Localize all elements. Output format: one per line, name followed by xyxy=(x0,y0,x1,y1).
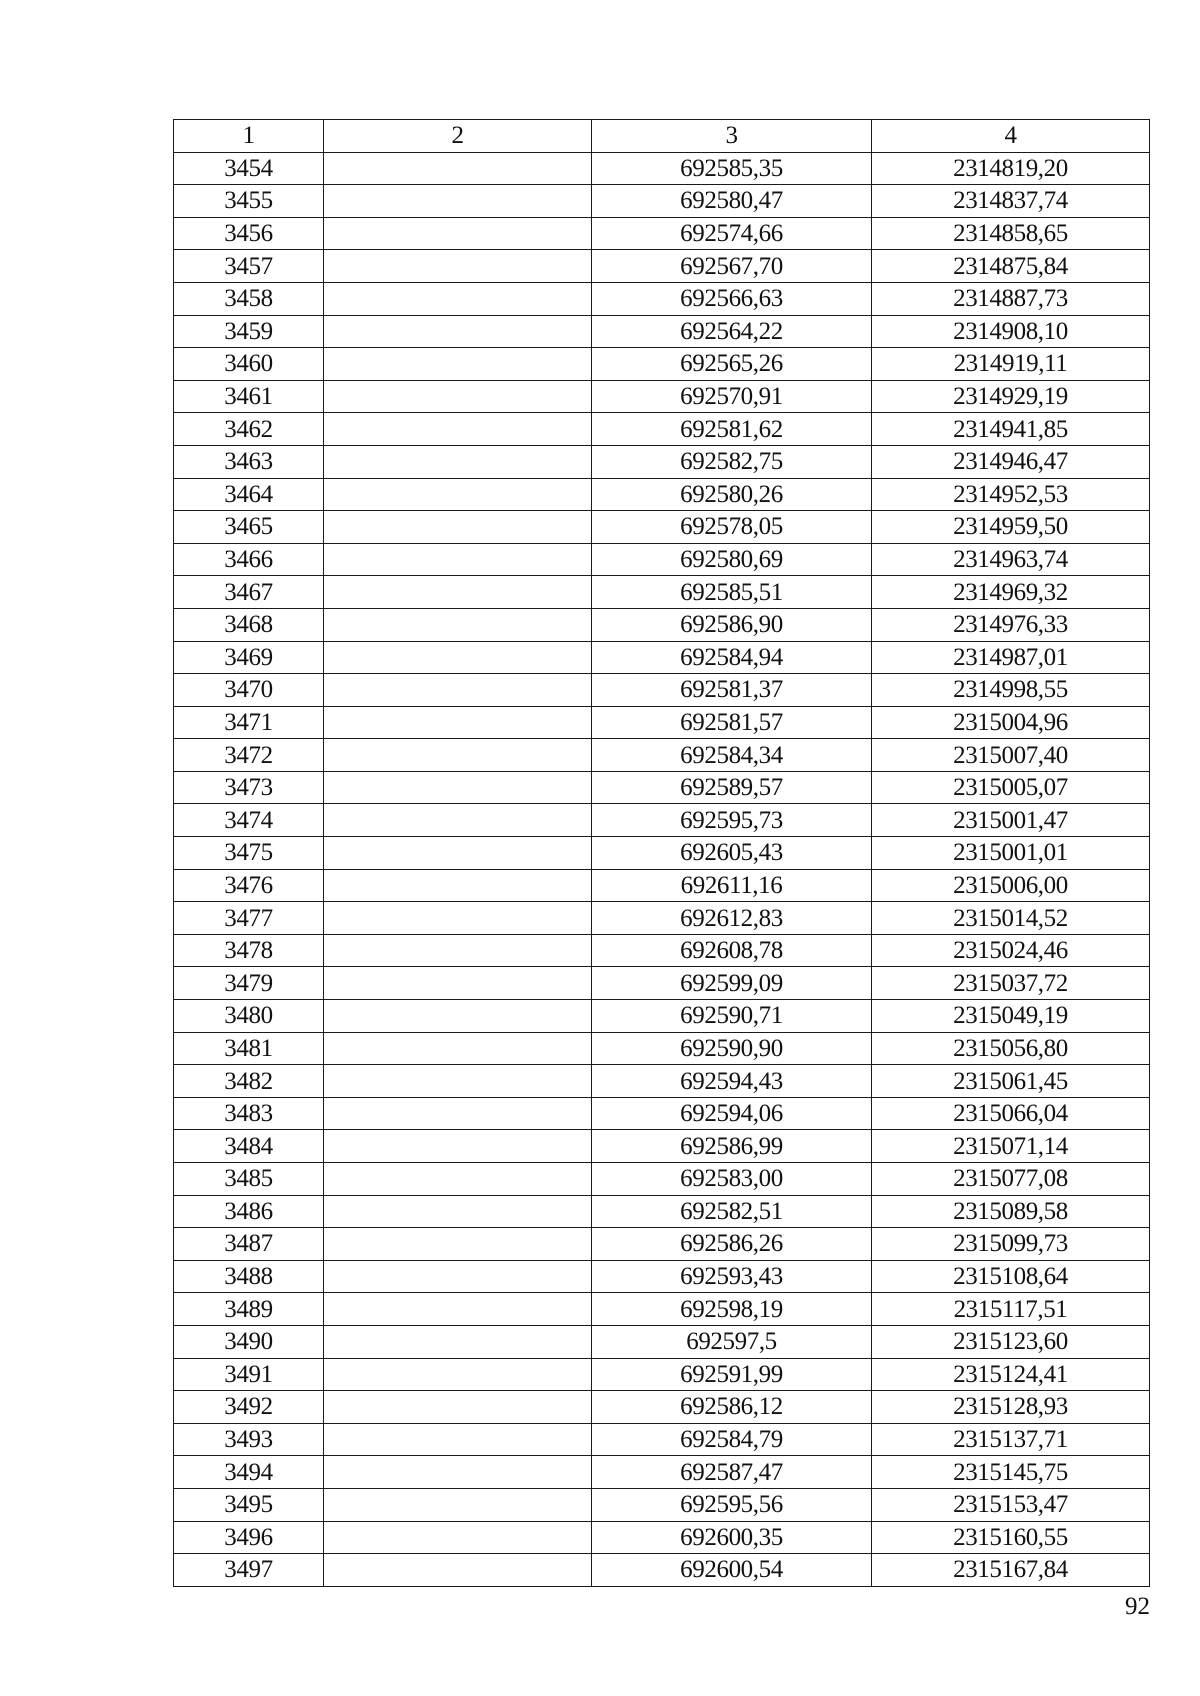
x-coordinate-cell: 692584,79 xyxy=(592,1423,872,1456)
empty-cell xyxy=(324,1554,592,1587)
empty-cell xyxy=(324,543,592,576)
table-row xyxy=(174,608,1150,641)
x-coordinate-cell: 692580,69 xyxy=(592,543,872,576)
x-coordinate-cell: 692590,71 xyxy=(592,1000,872,1033)
empty-cell xyxy=(324,1260,592,1293)
empty-cell xyxy=(324,967,592,1000)
x-coordinate-cell: 692597,5 xyxy=(592,1325,872,1358)
x-coordinate-cell: 692583,00 xyxy=(592,1163,872,1196)
table-row xyxy=(174,478,1150,511)
table-header xyxy=(174,120,1150,153)
table-row xyxy=(174,543,1150,576)
point-number-cell: 3468 xyxy=(174,608,324,641)
point-number-cell: 3466 xyxy=(174,543,324,576)
x-coordinate-cell: 692600,35 xyxy=(592,1521,872,1554)
x-coordinate-cell: 692598,19 xyxy=(592,1293,872,1326)
empty-cell xyxy=(324,641,592,674)
table-row xyxy=(174,1065,1150,1098)
point-number-cell: 3492 xyxy=(174,1391,324,1424)
empty-cell xyxy=(324,380,592,413)
x-coordinate-cell: 692581,57 xyxy=(592,706,872,739)
empty-cell xyxy=(324,934,592,967)
empty-cell xyxy=(324,1521,592,1554)
empty-cell xyxy=(324,1488,592,1521)
point-number-cell: 3457 xyxy=(174,250,324,283)
table-row xyxy=(174,511,1150,544)
x-coordinate-cell: 692591,99 xyxy=(592,1358,872,1391)
table-row xyxy=(174,1488,1150,1521)
y-coordinate-cell: 2315004,96 xyxy=(872,706,1150,739)
point-number-cell: 3488 xyxy=(174,1260,324,1293)
point-number-cell: 3474 xyxy=(174,804,324,837)
empty-cell xyxy=(324,608,592,641)
empty-cell xyxy=(324,771,592,804)
empty-cell xyxy=(324,1097,592,1130)
point-number-cell: 3473 xyxy=(174,771,324,804)
y-coordinate-cell: 2315089,58 xyxy=(872,1195,1150,1228)
empty-cell xyxy=(324,185,592,218)
empty-cell xyxy=(324,1391,592,1424)
table-row xyxy=(174,217,1150,250)
empty-cell xyxy=(324,804,592,837)
point-number-cell: 3480 xyxy=(174,1000,324,1033)
y-coordinate-cell: 2314941,85 xyxy=(872,413,1150,446)
y-coordinate-cell: 2315007,40 xyxy=(872,739,1150,772)
x-coordinate-cell: 692574,66 xyxy=(592,217,872,250)
x-coordinate-cell: 692599,09 xyxy=(592,967,872,1000)
table-row xyxy=(174,152,1150,185)
table-row xyxy=(174,1391,1150,1424)
point-number-cell: 3461 xyxy=(174,380,324,413)
y-coordinate-cell: 2314963,74 xyxy=(872,543,1150,576)
point-number-cell: 3485 xyxy=(174,1163,324,1196)
y-coordinate-cell: 2314819,20 xyxy=(872,152,1150,185)
y-coordinate-cell: 2315071,14 xyxy=(872,1130,1150,1163)
y-coordinate-cell: 2315014,52 xyxy=(872,902,1150,935)
table-row xyxy=(174,739,1150,772)
y-coordinate-cell: 2314946,47 xyxy=(872,445,1150,478)
table-row xyxy=(174,1130,1150,1163)
empty-cell xyxy=(324,1228,592,1261)
y-coordinate-cell: 2315005,07 xyxy=(872,771,1150,804)
point-number-cell: 3489 xyxy=(174,1293,324,1326)
table-row xyxy=(174,1358,1150,1391)
empty-cell xyxy=(324,478,592,511)
x-coordinate-cell: 692586,90 xyxy=(592,608,872,641)
table-row xyxy=(174,250,1150,283)
point-number-cell: 3455 xyxy=(174,185,324,218)
table-row xyxy=(174,771,1150,804)
point-number-cell: 3456 xyxy=(174,217,324,250)
y-coordinate-cell: 2314858,65 xyxy=(872,217,1150,250)
y-coordinate-cell: 2315077,08 xyxy=(872,1163,1150,1196)
table-row xyxy=(174,380,1150,413)
point-number-cell: 3486 xyxy=(174,1195,324,1228)
point-number-cell: 3477 xyxy=(174,902,324,935)
y-coordinate-cell: 2314969,32 xyxy=(872,576,1150,609)
y-coordinate-cell: 2315128,93 xyxy=(872,1391,1150,1424)
x-coordinate-cell: 692584,94 xyxy=(592,641,872,674)
x-coordinate-cell: 692582,51 xyxy=(592,1195,872,1228)
y-coordinate-cell: 2315061,45 xyxy=(872,1065,1150,1098)
point-number-cell: 3475 xyxy=(174,837,324,870)
table-row xyxy=(174,1195,1150,1228)
x-coordinate-cell: 692564,22 xyxy=(592,315,872,348)
x-coordinate-cell: 692567,70 xyxy=(592,250,872,283)
point-number-cell: 3494 xyxy=(174,1456,324,1489)
y-coordinate-cell: 2314976,33 xyxy=(872,608,1150,641)
table-row xyxy=(174,1163,1150,1196)
y-coordinate-cell: 2315024,46 xyxy=(872,934,1150,967)
empty-cell xyxy=(324,869,592,902)
point-number-cell: 3482 xyxy=(174,1065,324,1098)
table-row xyxy=(174,902,1150,935)
table-row xyxy=(174,413,1150,446)
table-row xyxy=(174,1521,1150,1554)
y-coordinate-cell: 2314987,01 xyxy=(872,641,1150,674)
x-coordinate-cell: 692587,47 xyxy=(592,1456,872,1489)
empty-cell xyxy=(324,1293,592,1326)
header-row xyxy=(174,120,1150,153)
point-number-cell: 3491 xyxy=(174,1358,324,1391)
column-header-3: 3 xyxy=(592,120,872,153)
coordinates-table xyxy=(173,119,1150,1587)
y-coordinate-cell: 2315160,55 xyxy=(872,1521,1150,1554)
table-row xyxy=(174,576,1150,609)
table-row xyxy=(174,804,1150,837)
y-coordinate-cell: 2315153,47 xyxy=(872,1488,1150,1521)
y-coordinate-cell: 2315099,73 xyxy=(872,1228,1150,1261)
point-number-cell: 3459 xyxy=(174,315,324,348)
table-row xyxy=(174,1228,1150,1261)
empty-cell xyxy=(324,1423,592,1456)
point-number-cell: 3462 xyxy=(174,413,324,446)
point-number-cell: 3495 xyxy=(174,1488,324,1521)
x-coordinate-cell: 692582,75 xyxy=(592,445,872,478)
x-coordinate-cell: 692612,83 xyxy=(592,902,872,935)
point-number-cell: 3493 xyxy=(174,1423,324,1456)
column-header-1: 1 xyxy=(174,120,324,153)
x-coordinate-cell: 692600,54 xyxy=(592,1554,872,1587)
table-row xyxy=(174,641,1150,674)
y-coordinate-cell: 2314998,55 xyxy=(872,674,1150,707)
empty-cell xyxy=(324,576,592,609)
y-coordinate-cell: 2315001,01 xyxy=(872,837,1150,870)
point-number-cell: 3465 xyxy=(174,511,324,544)
x-coordinate-cell: 692580,26 xyxy=(592,478,872,511)
empty-cell xyxy=(324,1325,592,1358)
x-coordinate-cell: 692585,35 xyxy=(592,152,872,185)
x-coordinate-cell: 692580,47 xyxy=(592,185,872,218)
table-row xyxy=(174,1456,1150,1489)
table-row xyxy=(174,315,1150,348)
table-row xyxy=(174,185,1150,218)
point-number-cell: 3469 xyxy=(174,641,324,674)
x-coordinate-cell: 692595,56 xyxy=(592,1488,872,1521)
x-coordinate-cell: 692566,63 xyxy=(592,282,872,315)
empty-cell xyxy=(324,1195,592,1228)
point-number-cell: 3478 xyxy=(174,934,324,967)
y-coordinate-cell: 2315037,72 xyxy=(872,967,1150,1000)
table-row xyxy=(174,445,1150,478)
y-coordinate-cell: 2315117,51 xyxy=(872,1293,1150,1326)
x-coordinate-cell: 692589,57 xyxy=(592,771,872,804)
empty-cell xyxy=(324,1032,592,1065)
table-row xyxy=(174,837,1150,870)
table-row xyxy=(174,934,1150,967)
empty-cell xyxy=(324,413,592,446)
y-coordinate-cell: 2315006,00 xyxy=(872,869,1150,902)
empty-cell xyxy=(324,152,592,185)
y-coordinate-cell: 2314875,84 xyxy=(872,250,1150,283)
y-coordinate-cell: 2314837,74 xyxy=(872,185,1150,218)
point-number-cell: 3497 xyxy=(174,1554,324,1587)
table-row xyxy=(174,1097,1150,1130)
table-row xyxy=(174,1032,1150,1065)
y-coordinate-cell: 2315167,84 xyxy=(872,1554,1150,1587)
empty-cell xyxy=(324,706,592,739)
empty-cell xyxy=(324,1456,592,1489)
x-coordinate-cell: 692570,91 xyxy=(592,380,872,413)
table-row xyxy=(174,706,1150,739)
point-number-cell: 3454 xyxy=(174,152,324,185)
y-coordinate-cell: 2314952,53 xyxy=(872,478,1150,511)
empty-cell xyxy=(324,348,592,381)
y-coordinate-cell: 2315123,60 xyxy=(872,1325,1150,1358)
empty-cell xyxy=(324,837,592,870)
point-number-cell: 3479 xyxy=(174,967,324,1000)
x-coordinate-cell: 692594,43 xyxy=(592,1065,872,1098)
y-coordinate-cell: 2315056,80 xyxy=(872,1032,1150,1065)
x-coordinate-cell: 692578,05 xyxy=(592,511,872,544)
point-number-cell: 3481 xyxy=(174,1032,324,1065)
point-number-cell: 3464 xyxy=(174,478,324,511)
empty-cell xyxy=(324,217,592,250)
empty-cell xyxy=(324,282,592,315)
x-coordinate-cell: 692565,26 xyxy=(592,348,872,381)
empty-cell xyxy=(324,315,592,348)
x-coordinate-cell: 692608,78 xyxy=(592,934,872,967)
table-row xyxy=(174,869,1150,902)
table-row xyxy=(174,282,1150,315)
table-row xyxy=(174,1000,1150,1033)
point-number-cell: 3460 xyxy=(174,348,324,381)
y-coordinate-cell: 2314887,73 xyxy=(872,282,1150,315)
empty-cell xyxy=(324,739,592,772)
point-number-cell: 3496 xyxy=(174,1521,324,1554)
y-coordinate-cell: 2314959,50 xyxy=(872,511,1150,544)
point-number-cell: 3476 xyxy=(174,869,324,902)
y-coordinate-cell: 2315108,64 xyxy=(872,1260,1150,1293)
point-number-cell: 3467 xyxy=(174,576,324,609)
column-header-4: 4 xyxy=(872,120,1150,153)
table-row xyxy=(174,1325,1150,1358)
point-number-cell: 3472 xyxy=(174,739,324,772)
x-coordinate-cell: 692586,12 xyxy=(592,1391,872,1424)
page-number: 92 xyxy=(1125,1593,1150,1620)
y-coordinate-cell: 2315001,47 xyxy=(872,804,1150,837)
empty-cell xyxy=(324,1358,592,1391)
point-number-cell: 3490 xyxy=(174,1325,324,1358)
table-row xyxy=(174,967,1150,1000)
point-number-cell: 3463 xyxy=(174,445,324,478)
table-row xyxy=(174,1293,1150,1326)
table-row xyxy=(174,1554,1150,1587)
x-coordinate-cell: 692593,43 xyxy=(592,1260,872,1293)
x-coordinate-cell: 692594,06 xyxy=(592,1097,872,1130)
empty-cell xyxy=(324,674,592,707)
point-number-cell: 3458 xyxy=(174,282,324,315)
empty-cell xyxy=(324,250,592,283)
y-coordinate-cell: 2315137,71 xyxy=(872,1423,1150,1456)
y-coordinate-cell: 2315066,04 xyxy=(872,1097,1150,1130)
y-coordinate-cell: 2314908,10 xyxy=(872,315,1150,348)
y-coordinate-cell: 2315145,75 xyxy=(872,1456,1150,1489)
point-number-cell: 3471 xyxy=(174,706,324,739)
y-coordinate-cell: 2314929,19 xyxy=(872,380,1150,413)
empty-cell xyxy=(324,902,592,935)
x-coordinate-cell: 692611,16 xyxy=(592,869,872,902)
empty-cell xyxy=(324,1163,592,1196)
empty-cell xyxy=(324,1065,592,1098)
point-number-cell: 3487 xyxy=(174,1228,324,1261)
point-number-cell: 3470 xyxy=(174,674,324,707)
x-coordinate-cell: 692605,43 xyxy=(592,837,872,870)
point-number-cell: 3483 xyxy=(174,1097,324,1130)
x-coordinate-cell: 692584,34 xyxy=(592,739,872,772)
point-number-cell: 3484 xyxy=(174,1130,324,1163)
x-coordinate-cell: 692581,62 xyxy=(592,413,872,446)
x-coordinate-cell: 692590,90 xyxy=(592,1032,872,1065)
table-row xyxy=(174,674,1150,707)
x-coordinate-cell: 692581,37 xyxy=(592,674,872,707)
empty-cell xyxy=(324,445,592,478)
empty-cell xyxy=(324,511,592,544)
x-coordinate-cell: 692595,73 xyxy=(592,804,872,837)
table-row xyxy=(174,1260,1150,1293)
x-coordinate-cell: 692586,26 xyxy=(592,1228,872,1261)
y-coordinate-cell: 2314919,11 xyxy=(872,348,1150,381)
table-row xyxy=(174,1423,1150,1456)
x-coordinate-cell: 692585,51 xyxy=(592,576,872,609)
empty-cell xyxy=(324,1130,592,1163)
empty-cell xyxy=(324,1000,592,1033)
y-coordinate-cell: 2315124,41 xyxy=(872,1358,1150,1391)
column-header-2: 2 xyxy=(324,120,592,153)
table-row xyxy=(174,348,1150,381)
table-body xyxy=(174,152,1150,1586)
x-coordinate-cell: 692586,99 xyxy=(592,1130,872,1163)
y-coordinate-cell: 2315049,19 xyxy=(872,1000,1150,1033)
